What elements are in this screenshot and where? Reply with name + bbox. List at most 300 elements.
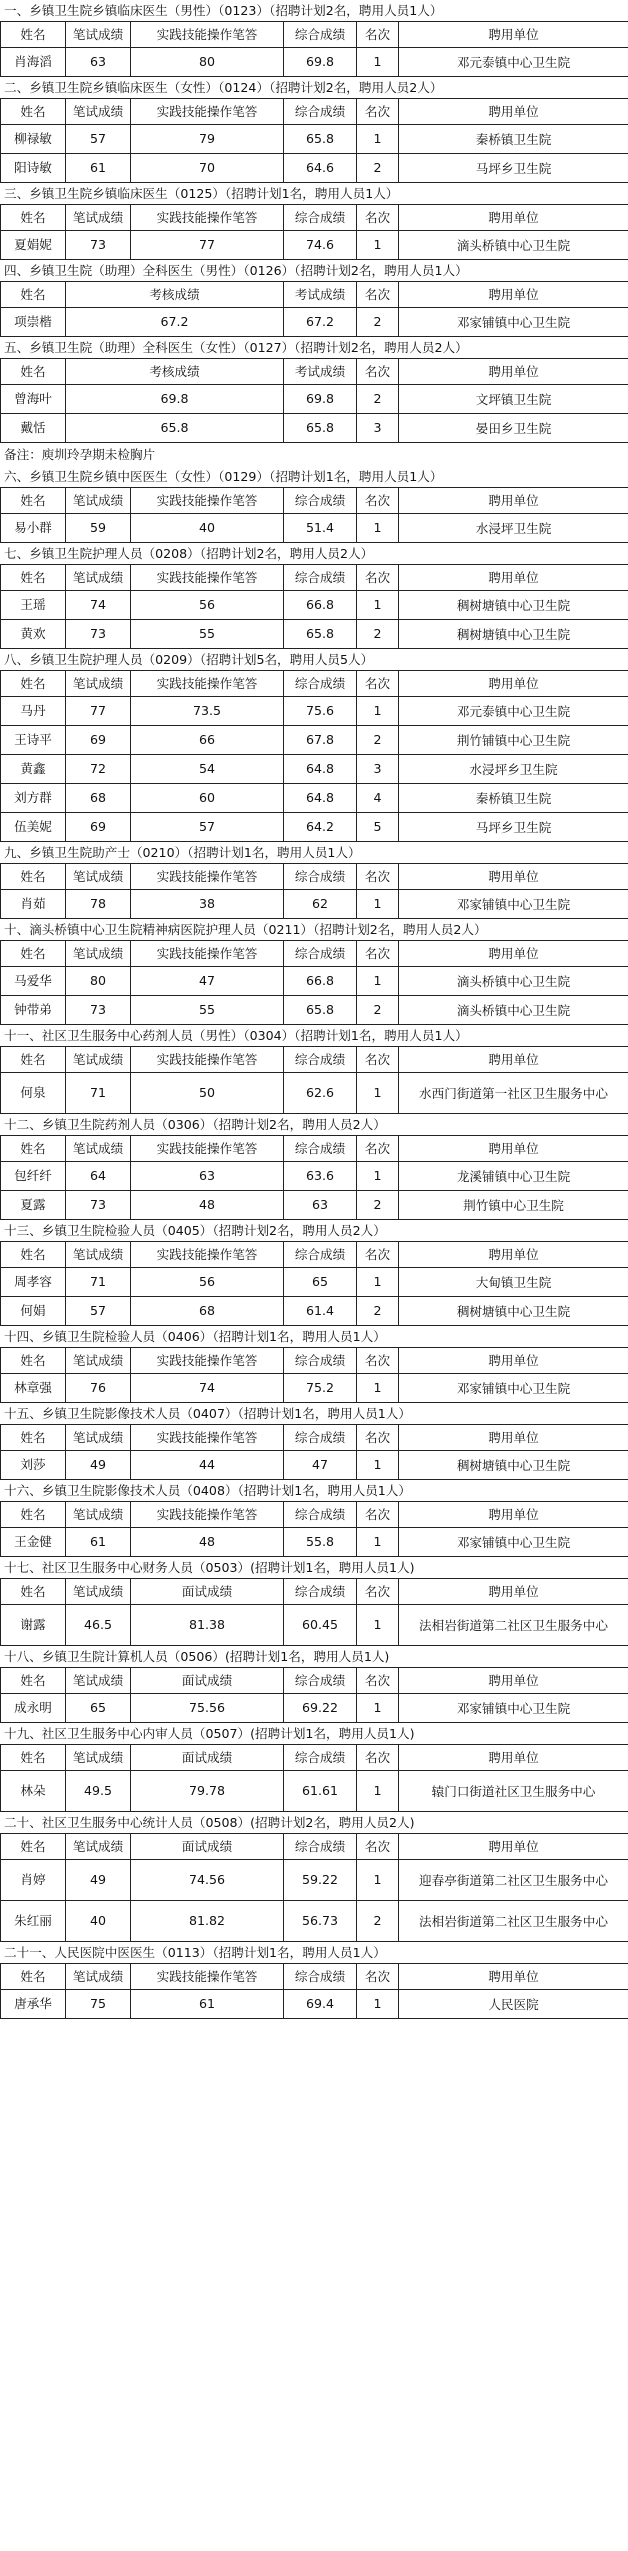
score-cell: 74 [131,1374,284,1403]
column-header: 面试成绩 [131,1668,284,1694]
score-cell: 1 [357,1073,399,1114]
score-cell: 49.5 [66,1771,131,1812]
score-cell: 69.4 [284,1990,357,2019]
score-cell: 56 [131,591,284,620]
section-1 [0,0,628,77]
column-header: 名次 [357,99,399,125]
table-row [1,514,628,543]
table-row [1,308,628,337]
table-row [1,1901,628,1942]
column-header: 实践技能操作笔答 [131,488,284,514]
score-cell: 70 [131,154,284,183]
score-cell: 48 [131,1528,284,1557]
score-cell: 64.6 [284,154,357,183]
column-header: 笔试成绩 [66,565,131,591]
score-cell: 73 [66,231,131,260]
name-cell: 马爱华 [1,967,66,996]
score-cell: 74 [66,591,131,620]
column-header: 实践技能操作笔答 [131,1964,284,1990]
column-header: 笔试成绩 [66,22,131,48]
column-header: 笔试成绩 [66,99,131,125]
column-header: 姓名 [1,1348,66,1374]
name-cell: 林章强 [1,1374,66,1403]
score-cell: 75 [66,1990,131,2019]
score-cell: 61 [131,1990,284,2019]
table-row [1,755,628,784]
table-header-row [1,565,628,591]
column-header: 综合成绩 [284,1668,357,1694]
section-9 [0,842,628,919]
column-header: 实践技能操作笔答 [131,205,284,231]
section-heading: 十四、乡镇卫生院检验人员（0406）（招聘计划1名，聘用人员1人） [4,1329,386,1344]
table-row [1,48,628,77]
employer-cell: 法相岩街道第二社区卫生服务中心 [399,1901,628,1942]
section-heading: 七、乡镇卫生院护理人员（0208）（招聘计划2名，聘用人员2人） [4,546,374,561]
column-header: 实践技能操作笔答 [131,99,284,125]
name-cell: 朱红丽 [1,1901,66,1942]
name-cell: 王瑶 [1,591,66,620]
results-table [0,281,628,337]
score-cell: 60 [131,784,284,813]
score-cell: 65.8 [284,125,357,154]
score-cell: 61.4 [284,1297,357,1326]
column-header: 笔试成绩 [66,1136,131,1162]
results-table [0,940,628,1025]
score-cell: 73 [66,1191,131,1220]
score-cell: 55 [131,996,284,1025]
column-header: 名次 [357,1047,399,1073]
column-header: 聘用单位 [399,1745,628,1771]
column-header: 名次 [357,1425,399,1451]
name-cell: 夏娟妮 [1,231,66,260]
column-header: 名次 [357,1502,399,1528]
column-header: 名次 [357,1348,399,1374]
employer-cell: 法相岩街道第二社区卫生服务中心 [399,1605,628,1646]
section-heading: 二十一、人民医院中医医生（0113）（招聘计划1名，聘用人员1人） [4,1945,386,1960]
column-header: 聘用单位 [399,1834,628,1860]
employer-cell: 稠树塘镇中心卫生院 [399,1297,628,1326]
column-header: 聘用单位 [399,671,628,697]
employer-cell: 稠树塘镇中心卫生院 [399,591,628,620]
employer-cell: 邓元泰镇中心卫生院 [399,48,628,77]
results-table [0,1241,628,1326]
employer-cell: 水浸坪卫生院 [399,514,628,543]
table-row [1,1860,628,1901]
column-header: 综合成绩 [284,671,357,697]
section-20 [0,1812,628,1942]
employer-cell: 水浸坪乡卫生院 [399,755,628,784]
table-row [1,1297,628,1326]
employer-cell: 秦桥镇卫生院 [399,784,628,813]
table-row [1,1162,628,1191]
score-cell: 2 [357,308,399,337]
section-heading: 十九、社区卫生服务中心内审人员（0507）(招聘计划1名，聘用人员1人) [4,1726,415,1741]
results-table [0,1046,628,1114]
column-header: 综合成绩 [284,99,357,125]
score-cell: 73 [66,620,131,649]
column-header: 名次 [357,864,399,890]
column-header: 综合成绩 [284,864,357,890]
score-cell: 78 [66,890,131,919]
column-header: 聘用单位 [399,359,628,385]
section-16 [0,1480,628,1557]
table-row [1,1528,628,1557]
column-header: 笔试成绩 [66,1425,131,1451]
column-header: 笔试成绩 [66,1348,131,1374]
employer-cell: 邓家铺镇中心卫生院 [399,1374,628,1403]
score-cell: 74.6 [284,231,357,260]
score-cell: 80 [131,48,284,77]
score-cell: 69 [66,726,131,755]
score-cell: 64.2 [284,813,357,842]
score-cell: 59.22 [284,1860,357,1901]
column-header: 综合成绩 [284,1834,357,1860]
score-cell: 1 [357,1771,399,1812]
employer-cell: 邓家铺镇中心卫生院 [399,308,628,337]
score-cell: 79.78 [131,1771,284,1812]
name-cell: 项崇楷 [1,308,66,337]
score-cell: 1 [357,1990,399,2019]
table-header-row [1,941,628,967]
section-heading: 二十、社区卫生服务中心统计人员（0508）(招聘计划2名，聘用人员2人) [4,1815,415,1830]
column-header: 名次 [357,205,399,231]
results-table [0,1833,628,1942]
column-header: 姓名 [1,1425,66,1451]
table-row [1,967,628,996]
section-heading: 二、乡镇卫生院乡镇临床医生（女性）（0124）（招聘计划2名，聘用人员2人） [4,80,443,95]
column-header: 实践技能操作笔答 [131,671,284,697]
column-header: 综合成绩 [284,565,357,591]
results-table [0,1963,628,2019]
section-8 [0,649,628,842]
table-header-row [1,1136,628,1162]
name-cell: 伍美妮 [1,813,66,842]
score-cell: 54 [131,755,284,784]
table-row [1,784,628,813]
column-header: 实践技能操作笔答 [131,22,284,48]
score-cell: 79 [131,125,284,154]
table-row [1,620,628,649]
column-header: 综合成绩 [284,1964,357,1990]
name-cell: 刘方群 [1,784,66,813]
employer-cell: 秦桥镇卫生院 [399,125,628,154]
column-header: 姓名 [1,22,66,48]
section-4 [0,260,628,337]
table-row [1,1451,628,1480]
score-cell: 1 [357,1860,399,1901]
section-15 [0,1403,628,1480]
results-table [0,1744,628,1812]
column-header: 姓名 [1,99,66,125]
score-cell: 1 [357,1694,399,1723]
column-header: 聘用单位 [399,1502,628,1528]
score-cell: 1 [357,231,399,260]
score-cell: 3 [357,755,399,784]
section-heading: 十八、乡镇卫生院计算机人员（0506）(招聘计划1名，聘用人员1人) [4,1649,390,1664]
name-cell: 黄鑫 [1,755,66,784]
results-table [0,1347,628,1403]
score-cell: 62 [284,890,357,919]
score-cell: 3 [357,414,399,443]
score-cell: 81.82 [131,1901,284,1942]
score-cell: 44 [131,1451,284,1480]
column-header: 面试成绩 [131,1579,284,1605]
section-heading: 六、乡镇卫生院乡镇中医医生（女性）（0129）（招聘计划1名，聘用人员1人） [4,469,443,484]
score-cell: 65.8 [66,414,284,443]
column-header: 姓名 [1,1834,66,1860]
table-row [1,1694,628,1723]
column-header: 笔试成绩 [66,205,131,231]
score-cell: 2 [357,996,399,1025]
column-header: 聘用单位 [399,488,628,514]
employer-cell: 滴头桥镇中心卫生院 [399,996,628,1025]
name-cell: 何娟 [1,1297,66,1326]
section-heading: 十七、社区卫生服务中心财务人员（0503）(招聘计划1名，聘用人员1人) [4,1560,415,1575]
table-row [1,996,628,1025]
score-cell: 66 [131,726,284,755]
section-21 [0,1942,628,2019]
score-cell: 46.5 [66,1605,131,1646]
column-header: 综合成绩 [284,1047,357,1073]
score-cell: 2 [357,1901,399,1942]
section-note: 备注：庾圳玲孕期未检胸片 [4,447,156,462]
column-header: 实践技能操作笔答 [131,1242,284,1268]
section-11 [0,1025,628,1114]
score-cell: 57 [66,1297,131,1326]
score-cell: 80 [66,967,131,996]
name-cell: 何泉 [1,1073,66,1114]
column-header: 聘用单位 [399,1136,628,1162]
column-header: 笔试成绩 [66,1242,131,1268]
score-cell: 49 [66,1860,131,1901]
results-table [0,487,628,543]
column-header: 实践技能操作笔答 [131,1348,284,1374]
name-cell: 曾海叶 [1,385,66,414]
results-table [0,670,628,842]
score-cell: 2 [357,726,399,755]
column-header: 姓名 [1,282,66,308]
employer-cell: 晏田乡卫生院 [399,414,628,443]
column-header: 面试成绩 [131,1745,284,1771]
name-cell: 谢露 [1,1605,66,1646]
column-header: 姓名 [1,941,66,967]
name-cell: 林朵 [1,1771,66,1812]
name-cell: 阳诗敏 [1,154,66,183]
score-cell: 61.61 [284,1771,357,1812]
score-cell: 66.8 [284,591,357,620]
name-cell: 柳禄敏 [1,125,66,154]
column-header: 综合成绩 [284,1745,357,1771]
section-19 [0,1723,628,1812]
column-header: 综合成绩 [284,1348,357,1374]
table-header-row [1,1047,628,1073]
employer-cell: 荆竹铺镇中心卫生院 [399,726,628,755]
score-cell: 49 [66,1451,131,1480]
table-row [1,125,628,154]
column-header: 笔试成绩 [66,1964,131,1990]
column-header: 姓名 [1,359,66,385]
score-cell: 71 [66,1073,131,1114]
score-cell: 69.22 [284,1694,357,1723]
score-cell: 57 [66,125,131,154]
name-cell: 唐承华 [1,1990,66,2019]
column-header: 名次 [357,1136,399,1162]
score-cell: 71 [66,1268,131,1297]
employer-cell: 马坪乡卫生院 [399,813,628,842]
name-cell: 马丹 [1,697,66,726]
employer-cell: 邓家铺镇中心卫生院 [399,1694,628,1723]
column-header: 综合成绩 [284,1502,357,1528]
table-row [1,1073,628,1114]
score-cell: 2 [357,620,399,649]
table-row [1,890,628,919]
column-header: 综合成绩 [284,1242,357,1268]
score-cell: 65 [66,1694,131,1723]
employer-cell: 马坪乡卫生院 [399,154,628,183]
table-header-row [1,22,628,48]
score-cell: 68 [66,784,131,813]
column-header: 姓名 [1,1242,66,1268]
score-cell: 66.8 [284,967,357,996]
table-header-row [1,1579,628,1605]
column-header: 姓名 [1,1502,66,1528]
column-header: 姓名 [1,1047,66,1073]
table-header-row [1,359,628,385]
score-cell: 63 [66,48,131,77]
name-cell: 王诗平 [1,726,66,755]
table-header-row [1,282,628,308]
column-header: 名次 [357,941,399,967]
table-header-row [1,1964,628,1990]
table-row [1,1771,628,1812]
employer-cell: 龙溪铺镇中心卫生院 [399,1162,628,1191]
column-header: 笔试成绩 [66,864,131,890]
section-2 [0,77,628,183]
employer-cell: 邓元泰镇中心卫生院 [399,697,628,726]
score-cell: 75.6 [284,697,357,726]
score-cell: 63 [131,1162,284,1191]
column-header: 名次 [357,488,399,514]
score-cell: 1 [357,591,399,620]
score-cell: 65 [284,1268,357,1297]
section-heading: 一、乡镇卫生院乡镇临床医生（男性）（0123）（招聘计划2名，聘用人员1人） [4,3,443,18]
employer-cell: 辕门口街道社区卫生服务中心 [399,1771,628,1812]
score-cell: 1 [357,125,399,154]
column-header: 姓名 [1,565,66,591]
score-cell: 55.8 [284,1528,357,1557]
results-table [0,1667,628,1723]
section-3 [0,183,628,260]
score-cell: 73.5 [131,697,284,726]
score-cell: 38 [131,890,284,919]
column-header: 综合成绩 [284,1136,357,1162]
column-header: 考试成绩 [284,282,357,308]
table-header-row [1,1502,628,1528]
table-header-row [1,99,628,125]
name-cell: 王金健 [1,1528,66,1557]
column-header: 名次 [357,282,399,308]
column-header: 聘用单位 [399,1242,628,1268]
section-13 [0,1220,628,1326]
score-cell: 77 [131,231,284,260]
section-heading: 十、滴头桥镇中心卫生院精神病医院护理人员（0211）（招聘计划2名，聘用人员2人） [4,922,487,937]
score-cell: 76 [66,1374,131,1403]
column-header: 姓名 [1,1136,66,1162]
column-header: 笔试成绩 [66,1834,131,1860]
column-header: 聘用单位 [399,99,628,125]
column-header: 姓名 [1,1745,66,1771]
column-header: 聘用单位 [399,1348,628,1374]
section-heading: 十六、乡镇卫生院影像技术人员（0408）（招聘计划1名，聘用人员1人） [4,1483,411,1498]
column-header: 姓名 [1,205,66,231]
column-header: 聘用单位 [399,1668,628,1694]
score-cell: 74.56 [131,1860,284,1901]
table-header-row [1,671,628,697]
score-cell: 47 [131,967,284,996]
column-header: 综合成绩 [284,488,357,514]
score-cell: 67.8 [284,726,357,755]
score-cell: 81.38 [131,1605,284,1646]
section-18 [0,1646,628,1723]
score-cell: 40 [131,514,284,543]
employer-cell: 水西门街道第一社区卫生服务中心 [399,1073,628,1114]
column-header: 名次 [357,1579,399,1605]
name-cell: 戴恬 [1,414,66,443]
column-header: 名次 [357,359,399,385]
score-cell: 64.8 [284,755,357,784]
table-header-row [1,1668,628,1694]
score-cell: 75.56 [131,1694,284,1723]
score-cell: 64 [66,1162,131,1191]
score-cell: 69.8 [66,385,284,414]
column-header: 聘用单位 [399,941,628,967]
score-cell: 69.8 [284,385,357,414]
column-header: 聘用单位 [399,1425,628,1451]
table-row [1,231,628,260]
score-cell: 50 [131,1073,284,1114]
column-header: 聘用单位 [399,22,628,48]
column-header: 笔试成绩 [66,1047,131,1073]
score-cell: 1 [357,514,399,543]
column-header: 名次 [357,1745,399,1771]
employer-cell: 邓家铺镇中心卫生院 [399,890,628,919]
name-cell: 黄欢 [1,620,66,649]
section-heading: 十二、乡镇卫生院药剂人员（0306）（招聘计划2名，聘用人员2人） [4,1117,386,1132]
column-header: 聘用单位 [399,1964,628,1990]
score-cell: 1 [357,697,399,726]
column-header: 笔试成绩 [66,1502,131,1528]
section-6 [0,466,628,543]
score-cell: 2 [357,1191,399,1220]
column-header: 聘用单位 [399,1579,628,1605]
column-header: 综合成绩 [284,205,357,231]
score-cell: 61 [66,154,131,183]
results-table [0,1424,628,1480]
score-cell: 67.2 [66,308,284,337]
name-cell: 周孝容 [1,1268,66,1297]
column-header: 实践技能操作笔答 [131,1425,284,1451]
table-row [1,1990,628,2019]
section-heading: 九、乡镇卫生院助产士（0210）（招聘计划1名，聘用人员1人） [4,845,361,860]
score-cell: 56 [131,1268,284,1297]
column-header: 聘用单位 [399,205,628,231]
column-header: 考核成绩 [66,359,284,385]
score-cell: 68 [131,1297,284,1326]
column-header: 名次 [357,22,399,48]
column-header: 姓名 [1,1668,66,1694]
results-table [0,358,628,443]
score-cell: 61 [66,1528,131,1557]
